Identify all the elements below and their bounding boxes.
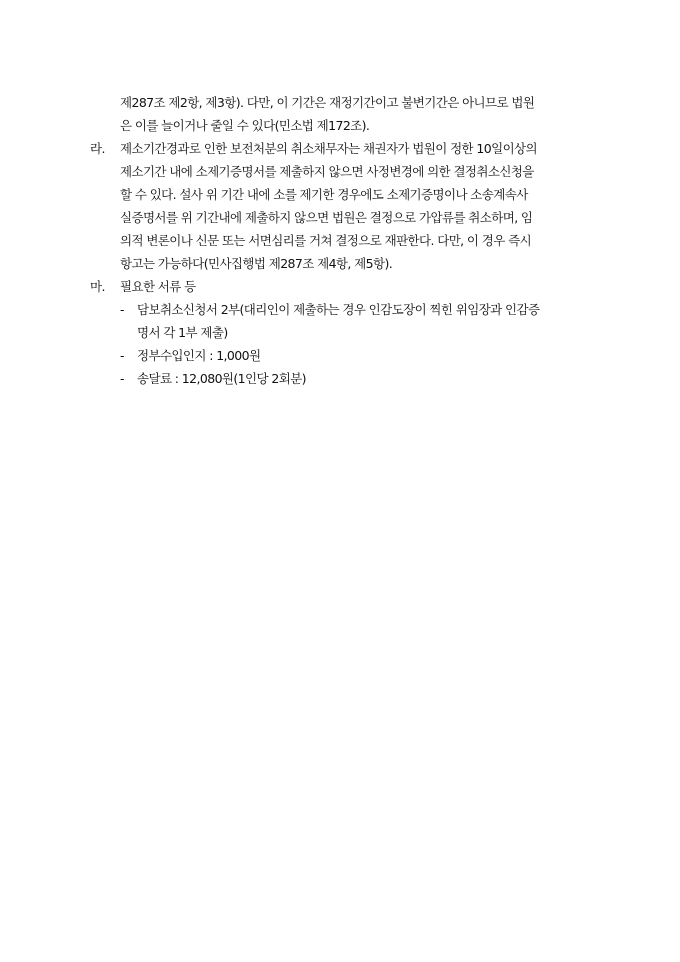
dash-bullet: - xyxy=(120,348,124,363)
list-item-text: 담보취소신청서 2부(대리인이 제출하는 경우 인감도장이 찍힌 위임장과 인감증 xyxy=(137,302,540,317)
dash-bullet: - xyxy=(120,371,124,386)
document-body xyxy=(90,91,610,390)
section-marker-ra: 라. xyxy=(90,141,105,156)
list-item-continuation: 명서 각 1부 제출) xyxy=(137,325,228,340)
required-documents-list xyxy=(90,298,610,390)
paragraph-line: 은 이를 늘이거나 줄일 수 있다(민소법 제172조). xyxy=(120,118,370,133)
list-item xyxy=(90,367,610,390)
list-item xyxy=(90,344,610,367)
list-item xyxy=(90,298,610,344)
paragraph-line: 제소기간경과로 인한 보전처분의 취소채무자는 채권자가 법원이 정한 10일이상의 xyxy=(120,141,537,156)
section-ma xyxy=(90,275,610,298)
list-item-text: 송달료 : 12,080원(1인당 2회분) xyxy=(137,371,306,386)
paragraph-line: 의적 변론이나 신문 또는 서면심리를 거쳐 결정으로 재판한다. 다만, 이 경우 즉시 xyxy=(120,233,532,248)
paragraph-line: 실증명서를 위 기간내에 제출하지 않으면 법원은 결정으로 가압류를 취소하며, 임 xyxy=(120,210,533,225)
section-title: 필요한 서류 등 xyxy=(120,279,196,294)
list-item-text: 정부수입인지 : 1,000원 xyxy=(137,348,261,363)
dash-bullet: - xyxy=(120,302,124,317)
section-ra xyxy=(90,137,610,275)
section-ra-continuation xyxy=(90,91,610,137)
paragraph-line: 제소기간 내에 소제기증명서를 제출하지 않으면 사정변경에 의한 결정취소신청을 xyxy=(120,164,534,179)
paragraph-line: 제287조 제2항, 제3항). 다만, 이 기간은 재정기간이고 불변기간은 아니므로 법원 xyxy=(120,95,535,110)
paragraph-line: 항고는 가능하다(민사집행법 제287조 제4항, 제5항). xyxy=(120,256,393,271)
section-marker-ma: 마. xyxy=(90,279,105,294)
paragraph-line: 할 수 있다. 설사 위 기간 내에 소를 제기한 경우에도 소제기증명이나 소송계속사 xyxy=(120,187,528,202)
